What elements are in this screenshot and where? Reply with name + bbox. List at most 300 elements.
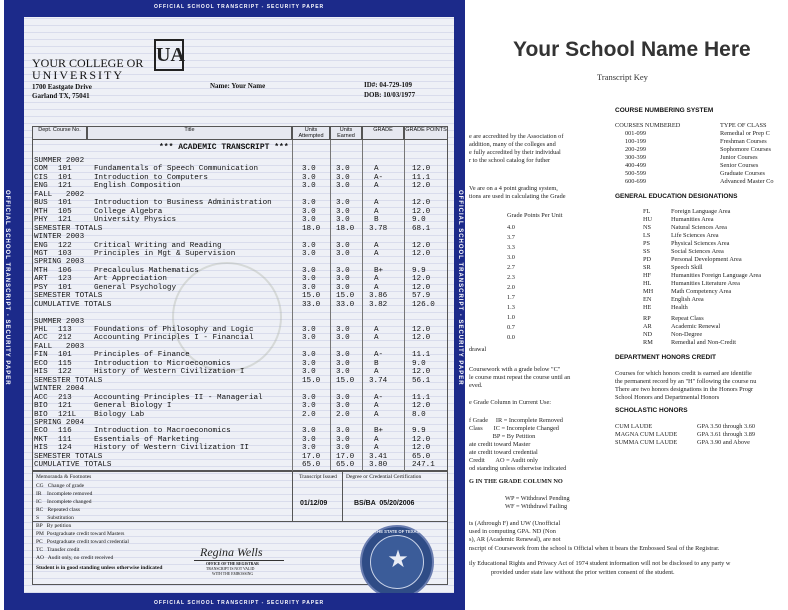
units-earned: 3.0: [336, 199, 350, 208]
course-title: Principles in Mgt & Supervision: [94, 249, 236, 258]
units-attempted: 3.0: [302, 249, 316, 258]
course-number: 101: [58, 351, 72, 360]
school-logo: UA: [154, 39, 184, 71]
units-attempted: 3.0: [302, 368, 316, 377]
key-text-line: 2.0: [507, 284, 515, 291]
footnote-item: BP By petition: [36, 523, 72, 529]
col-divider: [362, 140, 363, 471]
sig-caption-3: WITH THE EMBOSSING: [212, 572, 254, 576]
units-attempted: 15.0: [302, 292, 321, 301]
course-dept: BIO: [34, 410, 48, 419]
course-dept: HIS: [34, 368, 48, 377]
totals-label: SEMESTER TOTALS: [34, 452, 103, 461]
course-title: Introduction to Microeconomics: [94, 359, 231, 368]
course-title: Critical Writing and Reading: [94, 241, 222, 250]
course-title: Accounting Principles II - Managerial: [94, 393, 263, 402]
course-title: Principles of Finance: [94, 351, 190, 360]
term-label: SPRING 2004: [34, 418, 85, 427]
gen-ed-header: GENERAL EDUCATION DESIGNATIONS: [615, 193, 738, 200]
footnote-item: PM Postgraduate credit toward Masters: [36, 531, 125, 537]
course-dept: MTH: [34, 207, 48, 216]
course-grade: A: [374, 241, 379, 250]
class-type: Freshman Courses: [720, 138, 767, 145]
units-earned: 3.0: [336, 435, 350, 444]
course-dept: BIO: [34, 402, 48, 411]
designation-name: Math Competency Area: [671, 288, 732, 295]
course-grade: A: [374, 334, 379, 343]
gpa-value: 3.41: [369, 452, 388, 461]
special-name: Non-Degree: [671, 331, 703, 338]
key-text-line: 4.0: [507, 224, 515, 231]
honor-level: CUM LAUDE: [615, 423, 653, 430]
header-title: Title: [87, 126, 292, 140]
course-title: Foundations of Philosophy and Logic: [94, 326, 254, 334]
grade-points: 12.0: [412, 334, 431, 343]
term-label: SUMMER 2002: [34, 157, 85, 165]
key-text-line: BP = By Petition: [469, 433, 536, 440]
course-dept: ECO: [34, 427, 48, 436]
key-text-line: f Grade IR = Incomplete Removed: [469, 417, 563, 424]
grade-points: 12.0: [412, 402, 431, 411]
course-dept: ECO: [34, 359, 48, 368]
key-footer-3: provided under state law without the prior written consent of the student.: [491, 569, 675, 576]
transcript-issued-date: 01/12/09: [300, 500, 328, 507]
grade-points: 8.0: [412, 410, 426, 419]
term-label: WINTER 2003: [34, 233, 85, 242]
gpa-value: 3.82: [369, 300, 388, 309]
units-earned: 17.0: [336, 452, 355, 461]
units-attempted: 18.0: [302, 224, 321, 233]
units-attempted: 3.0: [302, 326, 316, 334]
course-grade: A-: [374, 393, 384, 402]
course-range: 400-499: [625, 162, 646, 169]
course-grade: B: [374, 216, 379, 225]
col-divider: [404, 140, 405, 471]
footnote-item: IC Incomplete changed: [36, 499, 92, 505]
units-earned: 3.0: [336, 427, 350, 436]
course-range: 200-299: [625, 146, 646, 153]
key-text-line: tions are used in calculating the Grade: [469, 193, 566, 200]
memo-divider: [292, 471, 293, 521]
transcript-banner: *** ACADEMIC TRANSCRIPT ***: [159, 143, 289, 152]
units-attempted: 3.0: [302, 402, 316, 411]
units-attempted: 3.0: [302, 207, 316, 216]
special-name: Remedial and Non-Credit: [671, 339, 737, 346]
grade-points: 12.0: [412, 182, 431, 191]
course-title: College Algebra: [94, 207, 163, 216]
units-earned: 2.0: [336, 410, 350, 419]
units-attempted: 3.0: [302, 266, 316, 275]
course-number: 123: [58, 275, 72, 284]
key-text-line: drawal: [469, 346, 487, 353]
grade-points: 126.0: [412, 300, 435, 309]
units-earned: 3.0: [336, 173, 350, 182]
course-range: 001-099: [625, 130, 646, 137]
course-grade: A-: [374, 173, 384, 182]
units-attempted: 3.0: [302, 182, 316, 191]
units-attempted: 3.0: [302, 444, 316, 453]
grade-points: 12.0: [412, 275, 431, 284]
course-dept: FIN: [34, 351, 48, 360]
honors-text-line: School Honors and Departmental Honors: [615, 394, 720, 401]
course-grade: A: [374, 444, 379, 453]
units-attempted: 3.0: [302, 199, 316, 208]
memo-divider: [342, 471, 343, 521]
course-title: English Composition: [94, 182, 181, 191]
units-attempted: 2.0: [302, 410, 316, 419]
transcript-key-page: [465, 0, 788, 610]
course-title: Precalculus Mathematics: [94, 266, 199, 275]
course-grade: B+: [374, 266, 384, 275]
honor-gpa-range: GPA 3.61 through 3.89: [697, 431, 756, 438]
course-dept: MGT: [34, 249, 48, 258]
grade-points: 57.9: [412, 292, 431, 301]
units-attempted: 3.0: [302, 427, 316, 436]
units-earned: 3.0: [336, 283, 350, 292]
grade-points: 68.1: [412, 224, 431, 233]
course-title: Fundamentals of Speech Communication: [94, 165, 259, 174]
course-grade: B: [374, 359, 379, 368]
key-text-line: 2.7: [507, 264, 515, 271]
course-number: 116: [58, 427, 72, 436]
memo-hline: [32, 521, 448, 522]
col-divider: [330, 140, 331, 471]
course-number: 121: [58, 402, 72, 411]
designation-code: HL: [643, 280, 652, 287]
course-grade: A: [374, 182, 379, 191]
designation-code: SR: [643, 264, 651, 271]
course-title: University Physics: [94, 216, 177, 225]
course-range: 500-599: [625, 170, 646, 177]
col-divider: [292, 140, 293, 471]
units-earned: 18.0: [336, 224, 355, 233]
course-dept: PHY: [34, 216, 48, 225]
honor-gpa-range: GPA 3.50 through 3.60: [697, 423, 756, 430]
student-id: ID#: 04-729-109: [364, 81, 413, 89]
key-text-line: e Grade Column in Current Use:: [469, 399, 552, 406]
grade-points: 9.0: [412, 216, 426, 225]
designation-code: MH: [643, 288, 654, 295]
class-type: Sophomore Courses: [720, 146, 771, 153]
key-text-line: e fully accredited by their individual: [469, 149, 561, 156]
units-earned: 3.0: [336, 241, 350, 250]
grade-points: 56.1: [412, 376, 431, 385]
units-attempted: 3.0: [302, 173, 316, 182]
units-earned: 15.0: [336, 376, 355, 385]
course-title: General Psychology: [94, 283, 177, 292]
course-grade: A: [374, 435, 379, 444]
course-dept: ENG: [34, 241, 48, 250]
units-earned: 3.0: [336, 207, 350, 216]
grade-points: 12.0: [412, 368, 431, 377]
course-grade: A: [374, 249, 379, 258]
key-text-line: 0.0: [507, 334, 515, 341]
seal-text: THE STATE OF TEXAS: [374, 529, 420, 534]
units-attempted: 15.0: [302, 376, 321, 385]
gpa-value: 3.78: [369, 224, 388, 233]
grade-points: 12.0: [412, 249, 431, 258]
units-earned: 3.0: [336, 359, 350, 368]
key-text-line: r to the school catalog for futher: [469, 157, 551, 164]
course-number: 213: [58, 393, 72, 402]
footnote-item: CG Change of grade: [36, 483, 85, 489]
footnote-item: IR Incomplete removed: [36, 491, 93, 497]
units-earned: 3.0: [336, 334, 350, 343]
course-range: 600-699: [625, 178, 646, 185]
grade-points: 12.0: [412, 165, 431, 174]
key-text-line: ate credit toward Master: [469, 441, 531, 448]
course-number: 115: [58, 359, 72, 368]
special-code: ND: [643, 331, 653, 338]
units-earned: 3.0: [336, 402, 350, 411]
units-earned: 3.0: [336, 393, 350, 402]
key-text-line: le course must repeat the course until an: [469, 374, 571, 381]
honors-text-line: the permanent record by an "H" following the course nu: [615, 378, 757, 385]
course-dept: HIS: [34, 444, 48, 453]
totals-label: SEMESTER TOTALS: [34, 224, 103, 233]
key-text-line: Grade Points Per Unit: [507, 212, 563, 219]
units-attempted: 33.0: [302, 300, 321, 309]
key-text-line: e are accredited by the Association of: [469, 133, 564, 140]
course-grade: A: [374, 368, 379, 377]
degree-value: BS/BA 05/20/2006: [354, 500, 415, 507]
course-number: 122: [58, 368, 72, 377]
grade-points: 11.1: [412, 173, 431, 182]
gpa-value: 3.86: [369, 292, 388, 301]
units-earned: 3.0: [336, 165, 350, 174]
header-units-attempted: Units Attempted: [292, 126, 330, 140]
key-text-line: 0.7: [507, 324, 515, 331]
honors-credit-header: DEPARTMENT HONORS CREDIT: [615, 354, 716, 361]
sig-caption-1: OFFICE OF THE REGISTRAR: [206, 562, 259, 566]
course-title: Introduction to Business Administration: [94, 199, 272, 208]
term-label: WINTER 2004: [34, 385, 85, 394]
designation-name: Humanities Area: [671, 216, 714, 223]
scholastic-honors-header: SCHOLASTIC HONORS: [615, 407, 688, 414]
course-grade: A: [374, 207, 379, 216]
key-text-line: 2.3: [507, 274, 515, 281]
grade-points: 9.9: [412, 427, 426, 436]
course-number: 121: [58, 216, 72, 225]
key-footer-1: nscript of Coursework from the school is Official when it bears the Embossed Seal of the Registrar.: [469, 545, 720, 552]
course-dept: MTH: [34, 266, 48, 275]
course-number: 122: [58, 241, 72, 250]
footnote-item: RC Repeated class: [36, 507, 80, 513]
units-earned: 3.0: [336, 351, 350, 360]
designation-name: Natural Sciences Area: [671, 224, 727, 231]
course-title: History of Western Civilization I: [94, 368, 245, 377]
class-type: Remedial or Prep C: [720, 130, 770, 137]
course-grade: A: [374, 199, 379, 208]
course-title: Introduction to Computers: [94, 173, 208, 182]
course-grade: A: [374, 275, 379, 284]
totals-label: SEMESTER TOTALS: [34, 376, 103, 385]
key-text-line: 1.3: [507, 304, 515, 311]
class-type: Graduate Courses: [720, 170, 765, 177]
course-title: Biology Lab: [94, 410, 145, 419]
header-dept: Dept. Course No.: [32, 126, 87, 140]
course-number: 103: [58, 249, 72, 258]
term-label: FALL 2002: [34, 190, 85, 199]
class-type: Advanced Master Co: [720, 178, 774, 185]
transcript-card: [4, 0, 465, 610]
designation-name: Humanities Foreign Language Area: [671, 272, 762, 279]
course-number: 101: [58, 173, 72, 182]
course-dept: MKT: [34, 435, 48, 444]
units-attempted: 3.0: [302, 275, 316, 284]
course-title: History of Western Civilization II: [94, 444, 249, 453]
state-seal: [360, 525, 434, 593]
courses-numbered-label: COURSES NUMBERED: [615, 122, 681, 129]
designation-name: English Area: [671, 296, 704, 303]
security-text-right: OFFICIAL SCHOOL TRANSCRIPT - SECURITY PAPER: [457, 190, 463, 386]
course-number: 121L: [58, 410, 77, 419]
grade-points: 11.1: [412, 393, 431, 402]
units-attempted: 3.0: [302, 216, 316, 225]
key-text-line: 3.7: [507, 234, 515, 241]
grade-points: 65.0: [412, 452, 431, 461]
units-earned: 3.0: [336, 216, 350, 225]
special-code: AR: [643, 323, 652, 330]
key-text-line: 3.3: [507, 244, 515, 251]
memo-header: Memoranda & Footnotes: [36, 474, 92, 480]
key-text-line: Credit AO = Audit only: [469, 457, 538, 464]
key-text-line: s), AR (Academic Renewal), are not: [469, 536, 561, 543]
designation-name: Foreign Language Area: [671, 208, 731, 215]
special-name: Academic Renewal: [671, 323, 721, 330]
units-earned: 15.0: [336, 292, 355, 301]
course-number: 101: [58, 283, 72, 292]
course-number: 113: [58, 326, 72, 334]
designation-code: PS: [643, 240, 651, 247]
transcript-sheet: [24, 17, 454, 593]
header-units-earned: Units Earned: [330, 126, 362, 140]
key-text-line: G IN THE GRADE COLUMN NO: [469, 478, 563, 485]
course-range: 300-399: [625, 154, 646, 161]
designation-code: PD: [643, 256, 652, 263]
registrar-signature: Regina Wells: [200, 545, 263, 559]
course-number: 106: [58, 266, 72, 275]
designation-name: Life Sciences Area: [671, 232, 719, 239]
totals-label: CUMULATIVE TOTALS: [34, 461, 112, 470]
key-text-line: Class IC = Incomplete Changed: [469, 425, 559, 432]
designation-name: Speech Skill: [671, 264, 703, 271]
designation-code: NS: [643, 224, 652, 231]
designation-code: FL: [643, 208, 651, 215]
honors-text-line: There are two honors designations in the Honors Progr: [615, 386, 754, 393]
totals-label: CUMULATIVE TOTALS: [34, 300, 112, 309]
special-code: RP: [643, 315, 651, 322]
designation-code: LS: [643, 232, 651, 239]
course-number: 105: [58, 207, 72, 216]
course-grade: A-: [374, 351, 384, 360]
designation-code: EN: [643, 296, 652, 303]
header-grade: GRADE: [362, 126, 404, 140]
units-attempted: 3.0: [302, 334, 316, 343]
units-earned: 3.0: [336, 368, 350, 377]
designation-name: Humanities Literature Area: [671, 280, 740, 287]
course-title: Essentials of Marketing: [94, 435, 199, 444]
key-text-line: ate credit toward credential: [469, 449, 538, 456]
course-number: 212: [58, 334, 72, 343]
course-title: Art Appreciation: [94, 275, 167, 284]
key-title: Your School Name Here: [513, 38, 751, 61]
course-grade: A: [374, 326, 379, 334]
gpa-value: 3.74: [369, 376, 388, 385]
honors-text-line: Courses for which honors credit is earned are identifie: [615, 370, 752, 377]
key-footer-2: ily Educational Rights and Privacy Act of 1974 student information will not be disclosed to any party w: [469, 560, 731, 567]
units-attempted: 3.0: [302, 241, 316, 250]
grade-points: 11.1: [412, 351, 431, 360]
designation-code: SS: [643, 248, 651, 255]
course-grade: A: [374, 165, 379, 174]
units-attempted: 17.0: [302, 452, 321, 461]
key-text-line: Coursework with a grade below "C": [469, 366, 561, 373]
units-earned: 3.0: [336, 275, 350, 284]
designation-code: HU: [643, 216, 653, 223]
grade-points: 9.0: [412, 359, 426, 368]
course-number: 121: [58, 182, 72, 191]
footnote-item: TC Transfer credit: [36, 547, 80, 553]
school-name-line1: YOUR COLLEGE OR: [32, 56, 144, 70]
course-dept: PHL: [34, 326, 48, 334]
units-earned: 3.0: [336, 182, 350, 191]
footnote-item: S Substitution: [36, 515, 74, 521]
course-grade: A: [374, 410, 379, 419]
grade-points: 12.0: [412, 444, 431, 453]
course-number: 124: [58, 444, 72, 453]
grade-points: 12.0: [412, 326, 431, 334]
key-text-line: 1.7: [507, 294, 515, 301]
key-text-line: Ve are on a 4 point grading system,: [469, 185, 558, 192]
key-text-line: ts (Athrough F) and UW (Unofficial: [469, 520, 561, 527]
student-name: Name: Your Name: [210, 82, 266, 90]
course-number: 101: [58, 199, 72, 208]
key-text-line: WP = Withdrawl Pending: [505, 495, 570, 502]
school-address-2: Garland TX, 75041: [32, 92, 90, 100]
transcript-issued-label: Transcript Issued: [299, 474, 337, 480]
units-earned: 3.0: [336, 326, 350, 334]
good-standing-note: Student is in good standing unless otherwise indicated: [36, 565, 163, 571]
grade-points: 12.0: [412, 435, 431, 444]
units-attempted: 3.0: [302, 359, 316, 368]
honor-gpa-range: GPA 3.90 and Above: [697, 439, 750, 446]
class-type: Junior Courses: [720, 154, 758, 161]
seal-inner: [370, 535, 424, 589]
degree-label: Degree or Credential Certification: [346, 474, 422, 480]
security-text-bottom: OFFICIAL SCHOOL TRANSCRIPT - SECURITY PAPER: [154, 600, 325, 606]
key-text-line: od standing unless otherwise indicated: [469, 465, 567, 472]
class-type: Senior Courses: [720, 162, 759, 169]
special-code: RM: [643, 339, 653, 346]
key-subtitle: Transcript Key: [597, 72, 648, 82]
designation-name: Physical Sciences Area: [671, 240, 730, 247]
star-icon: ★: [387, 546, 409, 573]
designation-name: Personal Development Area: [671, 256, 742, 263]
sig-caption-2: TRANSCRIPT IS NOT VALID: [206, 567, 255, 571]
designation-name: Social Sciences Area: [671, 248, 724, 255]
grade-points: 12.0: [412, 207, 431, 216]
totals-label: SEMESTER TOTALS: [34, 292, 103, 301]
grade-points: 12.0: [412, 199, 431, 208]
security-text-left: OFFICIAL SCHOOL TRANSCRIPT - SECURITY PAPER: [4, 190, 10, 386]
term-label: SUMMER 2003: [34, 317, 85, 326]
units-attempted: 3.0: [302, 165, 316, 174]
course-numbering-header: COURSE NUMBERING SYSTEM: [615, 107, 714, 114]
grade-points: 12.0: [412, 241, 431, 250]
school-address-1: 1700 Eastgate Drive: [32, 83, 92, 91]
course-title: Accounting Principles I - Financial: [94, 334, 254, 343]
